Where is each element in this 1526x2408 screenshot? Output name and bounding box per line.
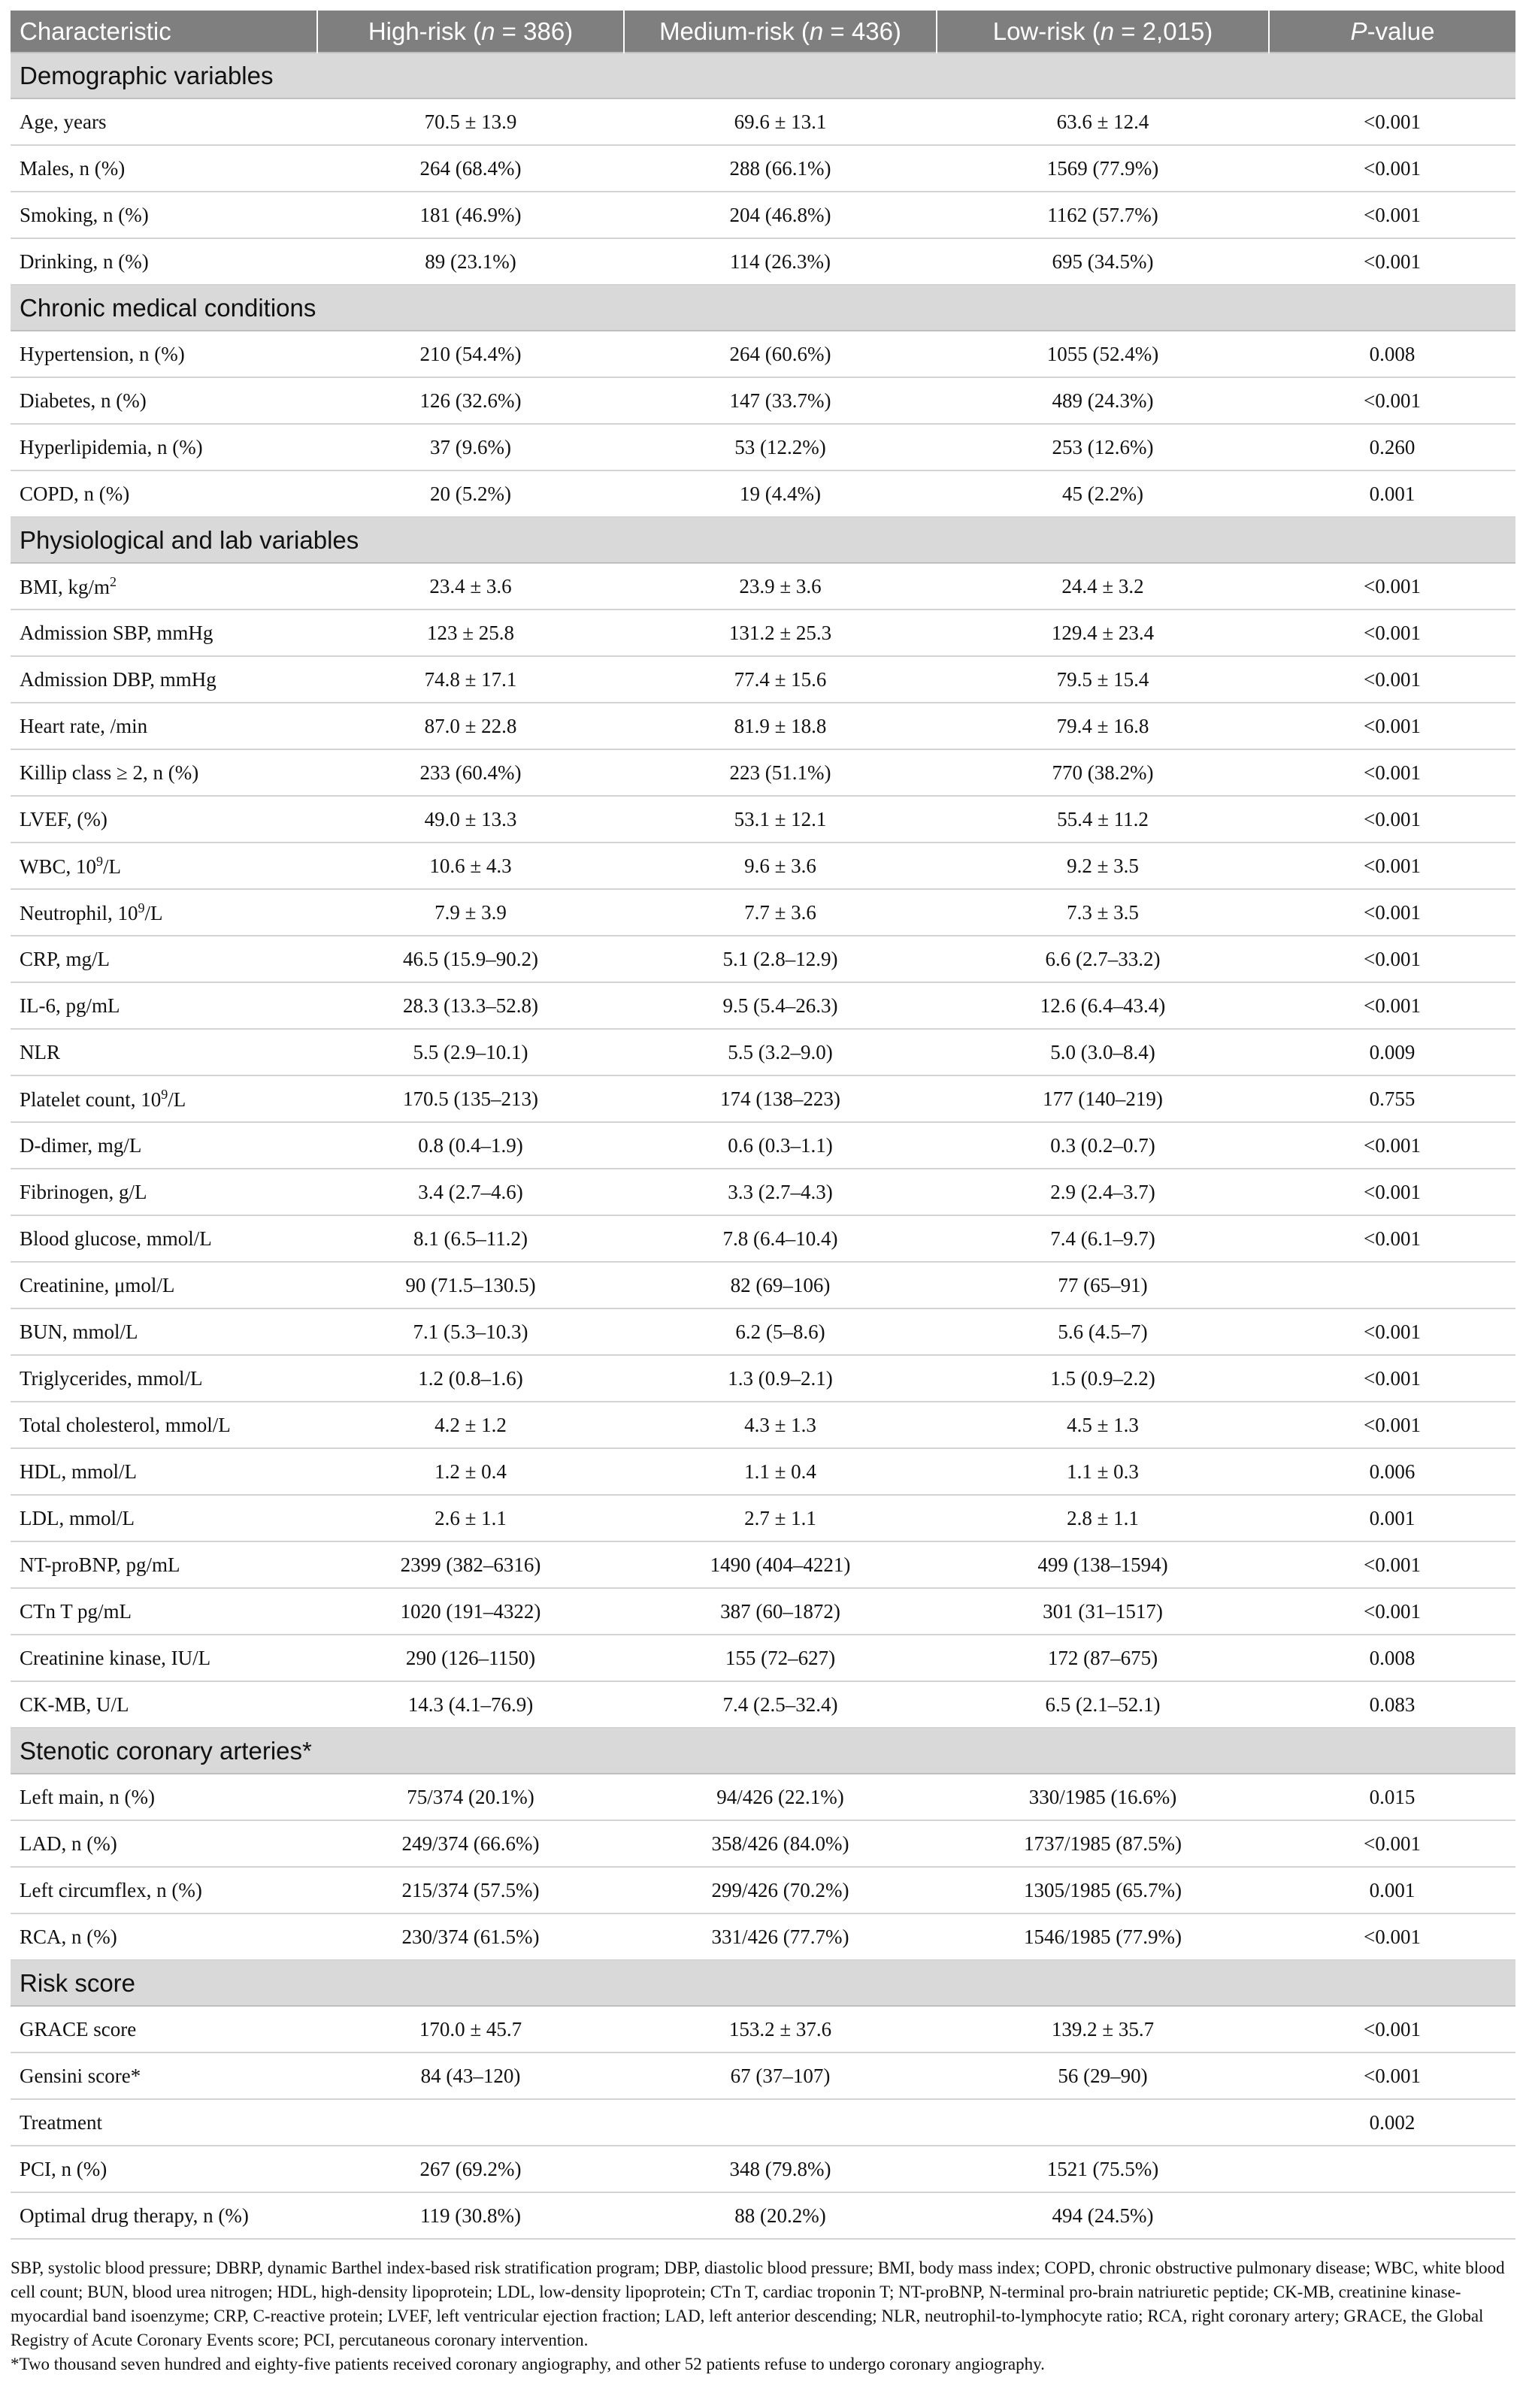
cell-high-risk: 90 (71.5–130.5) [317, 1262, 624, 1308]
cell-medium-risk: 88 (20.2%) [624, 2192, 937, 2239]
cell-p-value: 0.083 [1269, 1681, 1515, 1728]
table-row [11, 145, 1515, 192]
cell-high-risk: 210 (54.4%) [317, 331, 624, 377]
section-header-row [11, 285, 1515, 331]
cell-medium-risk: 1490 (404–4221) [624, 1541, 937, 1588]
cell-low-risk: 45 (2.2%) [937, 470, 1269, 517]
table-row [11, 1308, 1515, 1355]
row-label: Optimal drug therapy, n (%) [11, 2192, 317, 2239]
cell-p-value: <0.001 [1269, 936, 1515, 982]
section-header-row [11, 1728, 1515, 1774]
table-row [11, 1913, 1515, 1960]
cell-p-value: <0.001 [1269, 1169, 1515, 1215]
cell-medium-risk: 82 (69–106) [624, 1262, 937, 1308]
header-low-risk: Low-risk (n = 2,015) [937, 11, 1269, 53]
cell-low-risk: 55.4 ± 11.2 [937, 796, 1269, 842]
cell-high-risk: 89 (23.1%) [317, 238, 624, 285]
cell-medium-risk: 223 (51.1%) [624, 749, 937, 796]
header-row [11, 11, 1515, 53]
cell-low-risk: 1305/1985 (65.7%) [937, 1867, 1269, 1913]
cell-p-value: 0.001 [1269, 1495, 1515, 1541]
cell-p-value: 0.006 [1269, 1448, 1515, 1495]
row-label: Diabetes, n (%) [11, 377, 317, 424]
cell-medium-risk: 4.3 ± 1.3 [624, 1402, 937, 1448]
row-label: GRACE score [11, 2006, 317, 2053]
cell-high-risk: 5.5 (2.9–10.1) [317, 1029, 624, 1075]
cell-low-risk: 177 (140–219) [937, 1075, 1269, 1122]
row-label: Blood glucose, mmol/L [11, 1215, 317, 1262]
row-label: Admission SBP, mmHg [11, 610, 317, 656]
cell-low-risk: 253 (12.6%) [937, 424, 1269, 470]
table-row [11, 1122, 1515, 1169]
cell-low-risk: 77 (65–91) [937, 1262, 1269, 1308]
cell-medium-risk: 7.4 (2.5–32.4) [624, 1681, 937, 1728]
row-label: CTn T pg/mL [11, 1588, 317, 1635]
cell-high-risk: 75/374 (20.1%) [317, 1774, 624, 1820]
row-label: IL-6, pg/mL [11, 982, 317, 1029]
table-row [11, 1681, 1515, 1728]
cell-high-risk: 4.2 ± 1.2 [317, 1402, 624, 1448]
row-label: Drinking, n (%) [11, 238, 317, 285]
cell-low-risk: 499 (138–1594) [937, 1541, 1269, 1588]
cell-p-value: <0.001 [1269, 1122, 1515, 1169]
cell-p-value: <0.001 [1269, 749, 1515, 796]
cell-medium-risk: 77.4 ± 15.6 [624, 656, 937, 703]
cell-high-risk: 123 ± 25.8 [317, 610, 624, 656]
cell-p-value: 0.009 [1269, 1029, 1515, 1075]
table-row [11, 982, 1515, 1029]
cell-p-value: 0.755 [1269, 1075, 1515, 1122]
section-title: Chronic medical conditions [11, 285, 1515, 331]
cell-low-risk: 12.6 (6.4–43.4) [937, 982, 1269, 1029]
row-label: Hyperlipidemia, n (%) [11, 424, 317, 470]
row-label: Creatinine, μmol/L [11, 1262, 317, 1308]
table-row [11, 1075, 1515, 1122]
cell-low-risk: 1569 (77.9%) [937, 145, 1269, 192]
cell-low-risk: 1521 (75.5%) [937, 2146, 1269, 2192]
cell-p-value: <0.001 [1269, 1588, 1515, 1635]
row-label: LAD, n (%) [11, 1820, 317, 1867]
cell-medium-risk: 153.2 ± 37.6 [624, 2006, 937, 2053]
table-row [11, 1820, 1515, 1867]
table-row [11, 2053, 1515, 2099]
cell-p-value: <0.001 [1269, 842, 1515, 889]
table-row [11, 1867, 1515, 1913]
cell-medium-risk: 204 (46.8%) [624, 192, 937, 238]
table-row [11, 2146, 1515, 2192]
row-label: Fibrinogen, g/L [11, 1169, 317, 1215]
row-label: CK-MB, U/L [11, 1681, 317, 1728]
cell-high-risk: 20 (5.2%) [317, 470, 624, 517]
cell-medium-risk: 7.7 ± 3.6 [624, 889, 937, 936]
cell-low-risk: 1546/1985 (77.9%) [937, 1913, 1269, 1960]
section-header-row [11, 517, 1515, 563]
cell-low-risk: 139.2 ± 35.7 [937, 2006, 1269, 2053]
cell-high-risk: 126 (32.6%) [317, 377, 624, 424]
table-row [11, 424, 1515, 470]
table-row [11, 1541, 1515, 1588]
cell-high-risk: 3.4 (2.7–4.6) [317, 1169, 624, 1215]
section-header-row [11, 53, 1515, 98]
section-title: Demographic variables [11, 53, 1515, 98]
cell-low-risk: 129.4 ± 23.4 [937, 610, 1269, 656]
cell-high-risk: 215/374 (57.5%) [317, 1867, 624, 1913]
cell-high-risk: 1.2 ± 0.4 [317, 1448, 624, 1495]
table-row [11, 610, 1515, 656]
cell-medium-risk: 9.5 (5.4–26.3) [624, 982, 937, 1029]
cell-medium-risk: 2.7 ± 1.1 [624, 1495, 937, 1541]
cell-p-value: 0.015 [1269, 1774, 1515, 1820]
cell-medium-risk: 387 (60–1872) [624, 1588, 937, 1635]
section-header-row [11, 1960, 1515, 2006]
cell-p-value: <0.001 [1269, 703, 1515, 749]
cell-low-risk: 0.3 (0.2–0.7) [937, 1122, 1269, 1169]
row-label: Admission DBP, mmHg [11, 656, 317, 703]
cell-p-value: 0.260 [1269, 424, 1515, 470]
cell-high-risk: 7.1 (5.3–10.3) [317, 1308, 624, 1355]
table-row [11, 470, 1515, 517]
row-label: Hypertension, n (%) [11, 331, 317, 377]
cell-high-risk: 0.8 (0.4–1.9) [317, 1122, 624, 1169]
table-row [11, 563, 1515, 610]
cell-low-risk: 330/1985 (16.6%) [937, 1774, 1269, 1820]
cell-high-risk: 23.4 ± 3.6 [317, 563, 624, 610]
cell-medium-risk: 348 (79.8%) [624, 2146, 937, 2192]
cell-medium-risk: 1.1 ± 0.4 [624, 1448, 937, 1495]
section-title: Risk score [11, 1960, 1515, 2006]
cell-p-value: 0.001 [1269, 1867, 1515, 1913]
table-row [11, 656, 1515, 703]
cell-low-risk: 4.5 ± 1.3 [937, 1402, 1269, 1448]
table-row [11, 331, 1515, 377]
cell-low-risk: 7.4 (6.1–9.7) [937, 1215, 1269, 1262]
cell-p-value: <0.001 [1269, 982, 1515, 1029]
row-label: Platelet count, $10^9/L$ [11, 1075, 317, 1122]
cell-low-risk: 79.4 ± 16.8 [937, 703, 1269, 749]
cell-high-risk: 264 (68.4%) [317, 145, 624, 192]
cell-p-value: <0.001 [1269, 377, 1515, 424]
cell-p-value: <0.001 [1269, 1402, 1515, 1448]
cell-low-risk: 79.5 ± 15.4 [937, 656, 1269, 703]
row-label: RCA, n (%) [11, 1913, 317, 1960]
table-row [11, 1215, 1515, 1262]
cell-high-risk: 28.3 (13.3–52.8) [317, 982, 624, 1029]
cell-low-risk: 6.5 (2.1–52.1) [937, 1681, 1269, 1728]
cell-high-risk: 87.0 ± 22.8 [317, 703, 624, 749]
cell-p-value: <0.001 [1269, 656, 1515, 703]
cell-low-risk: 301 (31–1517) [937, 1588, 1269, 1635]
table-row [11, 749, 1515, 796]
cell-high-risk: 46.5 (15.9–90.2) [317, 936, 624, 982]
table-row [11, 2099, 1515, 2146]
cell-p-value: <0.001 [1269, 192, 1515, 238]
cell-medium-risk: 69.6 ± 13.1 [624, 98, 937, 145]
cell-high-risk: 249/374 (66.6%) [317, 1820, 624, 1867]
row-label: Age, years [11, 98, 317, 145]
table-row [11, 1355, 1515, 1402]
cell-high-risk: 233 (60.4%) [317, 749, 624, 796]
footnote-abbreviations: SBP, systolic blood pressure; DBRP, dynamic Barthel index-based risk stratification program; DBP, diastolic blood pressure; BMI, body mass index; COPD, chronic obstructive pulmonary disease; WBC, white blood cell count; BUN, blood urea nitrogen; HDL, high-density lipoprotein; LDL, low-density lipoprotein; CTn T, cardiac troponin T; NT-proBNP, N-terminal pro-brain natriuretic peptide; CK-MB, creatinine kinase-myocardial band isoenzyme; CRP, C-reactive protein; LVEF, left ventricular ejection fraction; LAD, left anterior descending; NLR, neutrophil-to-lymphocyte ratio; RCA, right coronary artery; GRACE, the Global Registry of Acute Coronary Events score; PCI, percutaneous coronary intervention. [11, 2258, 1505, 2349]
header-characteristic: Characteristic [11, 11, 317, 53]
cell-medium-risk: 331/426 (77.7%) [624, 1913, 937, 1960]
row-label: NLR [11, 1029, 317, 1075]
cell-high-risk: 1.2 (0.8–1.6) [317, 1355, 624, 1402]
table-row [11, 1495, 1515, 1541]
cell-low-risk: 1.1 ± 0.3 [937, 1448, 1269, 1495]
table-row [11, 1588, 1515, 1635]
cell-medium-risk: 114 (26.3%) [624, 238, 937, 285]
cell-medium-risk: 155 (72–627) [624, 1635, 937, 1681]
row-label: Treatment [11, 2099, 317, 2146]
cell-medium-risk: 67 (37–107) [624, 2053, 937, 2099]
cell-high-risk: 70.5 ± 13.9 [317, 98, 624, 145]
row-label: Gensini score* [11, 2053, 317, 2099]
cell-high-risk: 181 (46.9%) [317, 192, 624, 238]
table-row [11, 796, 1515, 842]
cell-low-risk: 770 (38.2%) [937, 749, 1269, 796]
cell-high-risk: 74.8 ± 17.1 [317, 656, 624, 703]
cell-low-risk: 2.8 ± 1.1 [937, 1495, 1269, 1541]
cell-medium-risk: 174 (138–223) [624, 1075, 937, 1122]
cell-medium-risk: 9.6 ± 3.6 [624, 842, 937, 889]
row-label: Left main, n (%) [11, 1774, 317, 1820]
header-medium-risk: Medium-risk (n = 436) [624, 11, 937, 53]
row-label: CRP, mg/L [11, 936, 317, 982]
footnote-asterisk: *Two thousand seven hundred and eighty-five patients received coronary angiography, and other 52 patients refuse to undergo coronary angiography. [11, 2355, 1045, 2373]
cell-medium-risk: 6.2 (5–8.6) [624, 1308, 937, 1355]
table-figure [11, 11, 1515, 2376]
cell-low-risk: 56 (29–90) [937, 2053, 1269, 2099]
cell-medium-risk: 1.3 (0.9–2.1) [624, 1355, 937, 1402]
cell-medium-risk: 19 (4.4%) [624, 470, 937, 517]
row-label: HDL, mmol/L [11, 1448, 317, 1495]
cell-p-value [1269, 1262, 1515, 1308]
cell-medium-risk: 264 (60.6%) [624, 331, 937, 377]
cell-low-risk: 695 (34.5%) [937, 238, 1269, 285]
cell-high-risk: 2399 (382–6316) [317, 1541, 624, 1588]
row-label: Killip class ≥ 2, n (%) [11, 749, 317, 796]
cell-medium-risk: 53 (12.2%) [624, 424, 937, 470]
row-label: LDL, mmol/L [11, 1495, 317, 1541]
table-row [11, 2006, 1515, 2053]
cell-p-value: <0.001 [1269, 889, 1515, 936]
header-high-risk: High-risk (n = 386) [317, 11, 624, 53]
table-row [11, 1448, 1515, 1495]
table-row [11, 98, 1515, 145]
cell-high-risk: 2.6 ± 1.1 [317, 1495, 624, 1541]
row-label: Males, n (%) [11, 145, 317, 192]
cell-medium-risk: 5.5 (3.2–9.0) [624, 1029, 937, 1075]
row-label: Triglycerides, mmol/L [11, 1355, 317, 1402]
row-label: Neutrophil, $10^9/L$ [11, 889, 317, 936]
header-p-value: P-value [1269, 11, 1515, 53]
cell-medium-risk: 7.8 (6.4–10.4) [624, 1215, 937, 1262]
cell-medium-risk: 299/426 (70.2%) [624, 1867, 937, 1913]
table-row [11, 192, 1515, 238]
row-label: COPD, n (%) [11, 470, 317, 517]
cell-p-value [1269, 2146, 1515, 2192]
cell-p-value: 0.002 [1269, 2099, 1515, 2146]
cell-low-risk: 63.6 ± 12.4 [937, 98, 1269, 145]
cell-high-risk: 170.5 (135–213) [317, 1075, 624, 1122]
table-row [11, 238, 1515, 285]
cell-low-risk: 7.3 ± 3.5 [937, 889, 1269, 936]
cell-high-risk: 267 (69.2%) [317, 2146, 624, 2192]
table-body [11, 53, 1515, 2239]
cell-medium-risk: 358/426 (84.0%) [624, 1820, 937, 1867]
cell-medium-risk: 147 (33.7%) [624, 377, 937, 424]
cell-medium-risk: 81.9 ± 18.8 [624, 703, 937, 749]
cell-high-risk: 7.9 ± 3.9 [317, 889, 624, 936]
cell-high-risk: 170.0 ± 45.7 [317, 2006, 624, 2053]
table-footnotes [11, 2249, 1515, 2376]
cell-p-value: <0.001 [1269, 610, 1515, 656]
cell-medium-risk: 23.9 ± 3.6 [624, 563, 937, 610]
cell-p-value: <0.001 [1269, 1541, 1515, 1588]
row-label: Left circumflex, n (%) [11, 1867, 317, 1913]
cell-low-risk: 1055 (52.4%) [937, 331, 1269, 377]
row-label: Creatinine kinase, IU/L [11, 1635, 317, 1681]
cell-p-value [1269, 2192, 1515, 2239]
cell-p-value: <0.001 [1269, 2053, 1515, 2099]
row-label: Total cholesterol, mmol/L [11, 1402, 317, 1448]
cell-p-value: 0.001 [1269, 470, 1515, 517]
row-label: LVEF, (%) [11, 796, 317, 842]
row-label: WBC, $10^9/L$ [11, 842, 317, 889]
cell-low-risk [937, 2099, 1269, 2146]
cell-p-value: <0.001 [1269, 145, 1515, 192]
table-row [11, 889, 1515, 936]
cell-high-risk: 84 (43–120) [317, 2053, 624, 2099]
cell-low-risk: 1737/1985 (87.5%) [937, 1820, 1269, 1867]
cell-low-risk: 1162 (57.7%) [937, 192, 1269, 238]
cell-medium-risk: 288 (66.1%) [624, 145, 937, 192]
table-row [11, 703, 1515, 749]
table-row [11, 377, 1515, 424]
row-label: NT-proBNP, pg/mL [11, 1541, 317, 1588]
cell-low-risk: 9.2 ± 3.5 [937, 842, 1269, 889]
cell-p-value: <0.001 [1269, 238, 1515, 285]
row-label: BUN, mmol/L [11, 1308, 317, 1355]
section-title: Physiological and lab variables [11, 517, 1515, 563]
cell-high-risk: 8.1 (6.5–11.2) [317, 1215, 624, 1262]
cell-medium-risk: 0.6 (0.3–1.1) [624, 1122, 937, 1169]
cell-medium-risk: 94/426 (22.1%) [624, 1774, 937, 1820]
cell-high-risk: 14.3 (4.1–76.9) [317, 1681, 624, 1728]
cell-p-value: <0.001 [1269, 1215, 1515, 1262]
cell-p-value: <0.001 [1269, 796, 1515, 842]
cell-low-risk: 5.6 (4.5–7) [937, 1308, 1269, 1355]
cell-p-value: 0.008 [1269, 1635, 1515, 1681]
cell-medium-risk: 3.3 (2.7–4.3) [624, 1169, 937, 1215]
cell-p-value: <0.001 [1269, 1913, 1515, 1960]
cell-medium-risk: 131.2 ± 25.3 [624, 610, 937, 656]
row-label: PCI, n (%) [11, 2146, 317, 2192]
cell-high-risk: 119 (30.8%) [317, 2192, 624, 2239]
table-row [11, 1635, 1515, 1681]
cell-low-risk: 1.5 (0.9–2.2) [937, 1355, 1269, 1402]
cell-high-risk [317, 2099, 624, 2146]
cell-high-risk: 290 (126–1150) [317, 1635, 624, 1681]
cell-low-risk: 2.9 (2.4–3.7) [937, 1169, 1269, 1215]
cell-low-risk: 489 (24.3%) [937, 377, 1269, 424]
section-title: Stenotic coronary arteries* [11, 1728, 1515, 1774]
table-row [11, 1262, 1515, 1308]
cell-medium-risk [624, 2099, 937, 2146]
cell-p-value: <0.001 [1269, 2006, 1515, 2053]
table-row [11, 1402, 1515, 1448]
table-row [11, 1029, 1515, 1075]
row-label: Smoking, n (%) [11, 192, 317, 238]
table-row [11, 1169, 1515, 1215]
cell-high-risk: 230/374 (61.5%) [317, 1913, 624, 1960]
table-row [11, 936, 1515, 982]
cell-high-risk: 49.0 ± 13.3 [317, 796, 624, 842]
cell-low-risk: 6.6 (2.7–33.2) [937, 936, 1269, 982]
cell-p-value: <0.001 [1269, 1820, 1515, 1867]
cell-p-value: 0.008 [1269, 331, 1515, 377]
cell-low-risk: 24.4 ± 3.2 [937, 563, 1269, 610]
row-label: Heart rate, /min [11, 703, 317, 749]
cell-p-value: <0.001 [1269, 563, 1515, 610]
cell-p-value: <0.001 [1269, 1355, 1515, 1402]
cell-low-risk: 5.0 (3.0–8.4) [937, 1029, 1269, 1075]
cell-p-value: <0.001 [1269, 1308, 1515, 1355]
row-label: BMI, $kg/m^2$ [11, 563, 317, 610]
cell-high-risk: 37 (9.6%) [317, 424, 624, 470]
cell-medium-risk: 53.1 ± 12.1 [624, 796, 937, 842]
cell-low-risk: 172 (87–675) [937, 1635, 1269, 1681]
cell-high-risk: 1020 (191–4322) [317, 1588, 624, 1635]
row-label: D-dimer, mg/L [11, 1122, 317, 1169]
table-row [11, 842, 1515, 889]
table-row [11, 2192, 1515, 2239]
cell-low-risk: 494 (24.5%) [937, 2192, 1269, 2239]
cell-p-value: <0.001 [1269, 98, 1515, 145]
table-row [11, 1774, 1515, 1820]
cell-medium-risk: 5.1 (2.8–12.9) [624, 936, 937, 982]
cell-high-risk: 10.6 ± 4.3 [317, 842, 624, 889]
characteristics-table [11, 11, 1515, 2240]
